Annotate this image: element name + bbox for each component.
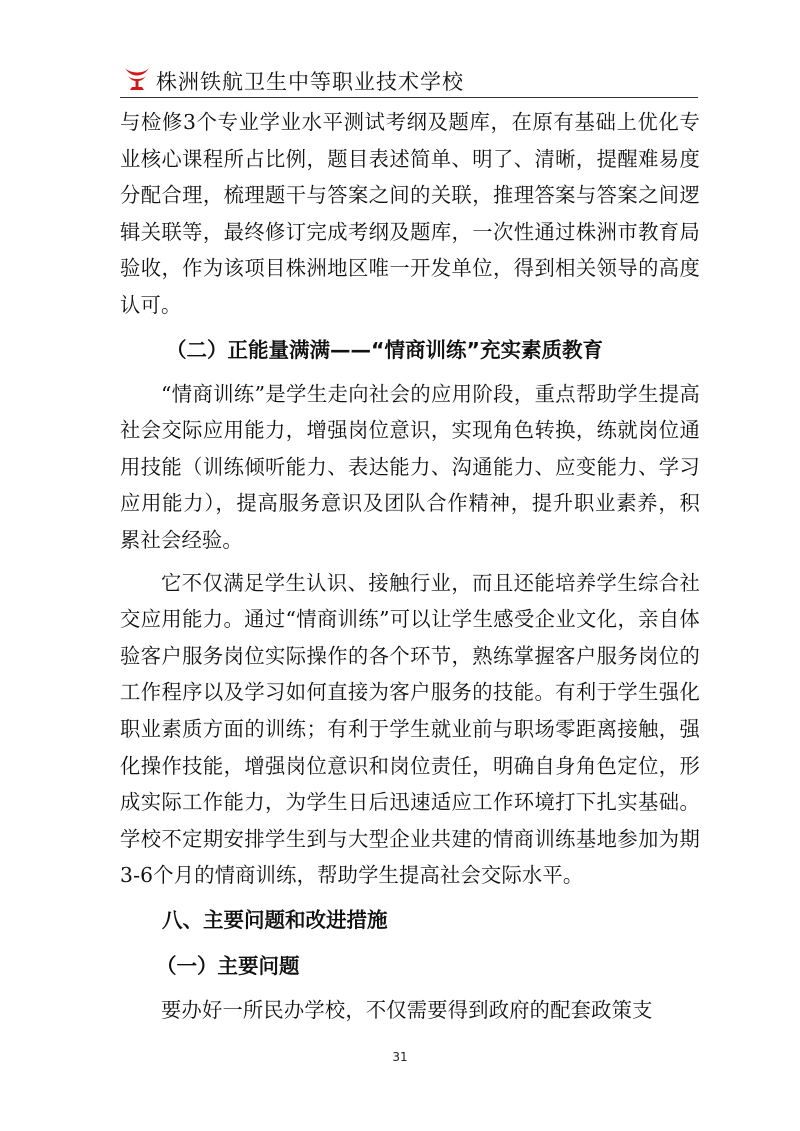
document-body xyxy=(120,104,700,1028)
page-number: 31 xyxy=(392,1050,408,1064)
school-logo-icon xyxy=(122,64,152,92)
chapter-heading-8: 八、主要问题和改进措施 xyxy=(162,907,388,932)
paragraph-1: 与检修3个专业学业水平测试考纲及题库，在原有基础上优化专业核心课程所占比例，题目表述简单、明了、清晰，提醒难易度分配合理，梳理题干与答案之间的关联，推理答案与答案之间逻辑关联等，最终修订完成考纲及题库，一次性通过株洲市教育局验收，作为该项目株洲地区唯一开发单位，得到相关领导的高度认可。 xyxy=(120,110,700,317)
paragraph-2: “情商训练”是学生走向社会的应用阶段，重点帮助学生提高社会交际应用能力，增强岗位意识，实现角色转换，练就岗位通用技能（训练倾听能力、表达能力、沟通能力、应变能力、学习应用能力），提高服务意识及团队合作精神，提升职业素养，积累社会经验。 xyxy=(120,381,700,552)
school-name: 株洲铁航卫生中等职业技术学校 xyxy=(156,70,464,94)
paragraph-3: 它不仅满足学生认识、接触行业，而且还能培养学生综合社交应用能力。通过“情商训练”可以让学生感受企业文化，亲自体验客户服务岗位实际操作的各个环节，熟练掌握客户服务岗位的工作程序以及学习如何直接为客户服务的技能。有利于学生强化职业素质方面的训练；有利于学生就业前与职场零距离接触，强化操作技能，增强岗位意识和岗位责任，明确自身角色定位，形成实际工作能力，为学生日后迅速适应工作环境打下扎实基础。学校不定期安排学生到与大型企业共建的情商训练基地参加为期3-6个月的情商训练，帮助学生提高社会交际水平。 xyxy=(120,570,700,888)
header-divider xyxy=(120,97,698,98)
paragraph-4: 要办好一所民办学校，不仅需要得到政府的配套政策支 xyxy=(161,997,653,1022)
section-heading-1: （一）主要问题 xyxy=(156,953,300,978)
section-heading-2: （二）正能量满满——“情商训练”充实素质教育 xyxy=(166,337,603,362)
page-header xyxy=(120,62,698,96)
